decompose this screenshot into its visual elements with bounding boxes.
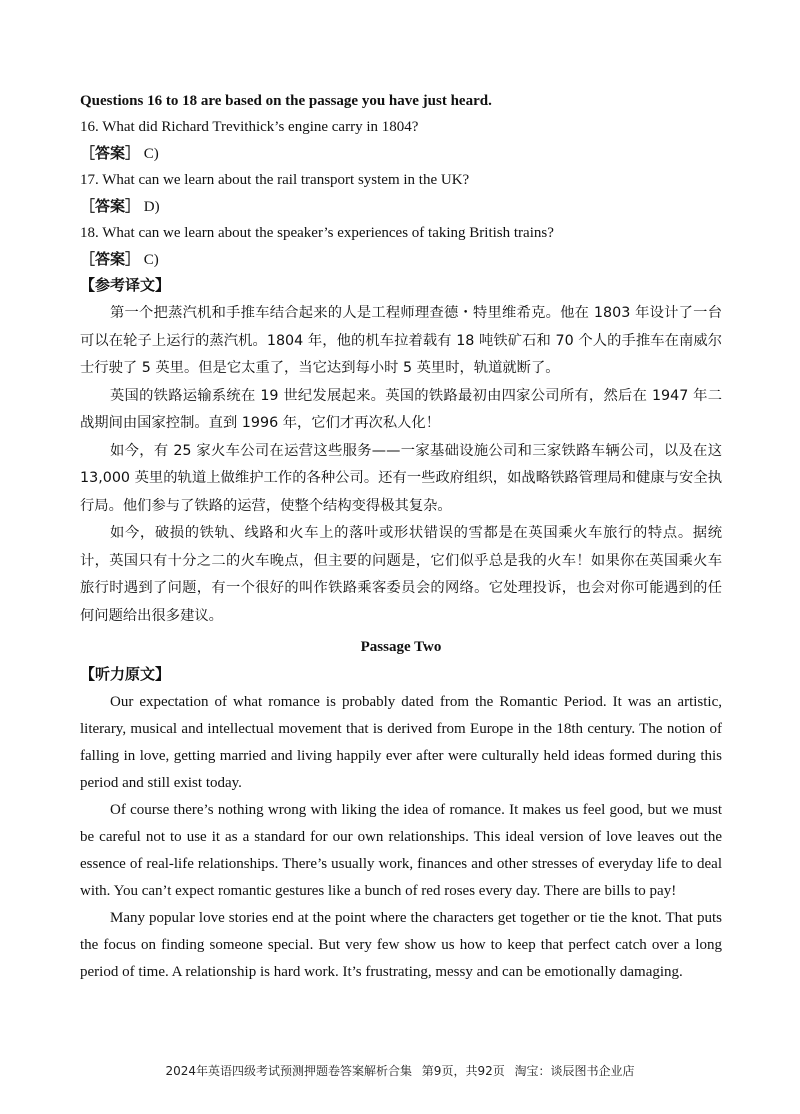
answer-tag: ［答案］ xyxy=(80,145,141,162)
listening-tag: 【听力原文】 xyxy=(80,667,171,683)
translation-paragraph: 第一个把蒸汽机和手推车结合起来的人是工程师理查德・特里维希克。他在 1803 年设计了一台可以在轮子上运行的蒸汽机。1804 年，他的机车拉着载有 18 吨铁矿石和 70 个人的手推车在南威尔士行驶了 5 英里。但是它太重了，当它达到每小时 5 英里时，轨道就断了。 xyxy=(80,305,722,376)
translation-paragraph: 英国的铁路运输系统在 19 世纪发展起来。英国的铁路最初由四家公司所有，然后在 1947 年二战期间由国家控制。直到 1996 年，它们才再次私人化！ xyxy=(80,387,722,431)
question-18: 18. What can we learn about the speaker’s experiences of taking British trains? xyxy=(80,225,554,241)
answer-tag: ［答案］ xyxy=(80,251,141,268)
page-footer: 2024年英语四级考试预测押题卷答案解析合集 第9页，共92页 淘宝：谈辰图书企业店 xyxy=(165,1064,635,1078)
document-page xyxy=(80,88,722,986)
translation-paragraph: 如今，破损的铁轨、线路和火车上的落叶或形状错误的雪都是在英国乘火车旅行的特点。据统计，英国只有十分之二的火车晚点，但主要的问题是，它们似乎总是我的火车！如果你在英国乘火车旅行时遇到了问题，有一个很好的叫作铁路乘客委员会的网络。它处理投诉，也会对你可能遇到的任何问题给出很多建议。 xyxy=(80,525,722,624)
translation-tag: 【参考译文】 xyxy=(80,278,171,294)
answer-value: D) xyxy=(143,198,160,215)
question-17: 17. What can we learn about the rail transport system in the UK? xyxy=(80,172,470,188)
answer-16 xyxy=(80,141,722,168)
translation-paragraph: 如今，有 25 家火车公司在运营这些服务——一家基础设施公司和三家铁路车辆公司，以及在这 13,000 英里的轨道上做维护工作的各种公司。还有一些政府组织，如战略铁路管理局和健康与安全执行局。他们参与了铁路的运营，使整个结构变得极其复杂。 xyxy=(80,442,722,514)
answer-17 xyxy=(80,194,722,221)
questions-heading: Questions 16 to 18 are based on the passage you have just heard. xyxy=(80,93,492,109)
answer-tag: ［答案］ xyxy=(80,198,141,215)
answer-value: C) xyxy=(143,145,159,162)
answer-value: C) xyxy=(143,251,159,268)
passage-title: Passage Two xyxy=(360,639,442,655)
passage-paragraph: Our expectation of what romance is probably dated from the Romantic Period. It was an artistic, literary, musical and intellectual movement that is derived from Europe in the 18th century. The notion of falling in love, getting married and living happily ever after were culturally held ideas formed during this period and still exist today. xyxy=(80,694,722,791)
answer-18 xyxy=(80,247,722,274)
passage-paragraph: Of course there’s nothing wrong with liking the idea of romance. It makes us feel good, but we must be careful not to use it as a standard for our own relationships. This ideal version of love leaves out the essence of real-life relationships. There’s usually work, finances and other stresses of everyday life to deal with. You can’t expect romantic gestures like a bunch of red roses every day. There are bills to pay! xyxy=(80,802,722,899)
passage-paragraph: Many popular love stories end at the point where the characters get together or tie the knot. That puts the focus on finding someone special. But very few show us how to keep that perfect catch over a long period of time. A relationship is hard work. It’s frustrating, messy and can be emotionally damaging. xyxy=(80,910,722,980)
question-16: 16. What did Richard Trevithick’s engine carry in 1804? xyxy=(80,119,419,135)
